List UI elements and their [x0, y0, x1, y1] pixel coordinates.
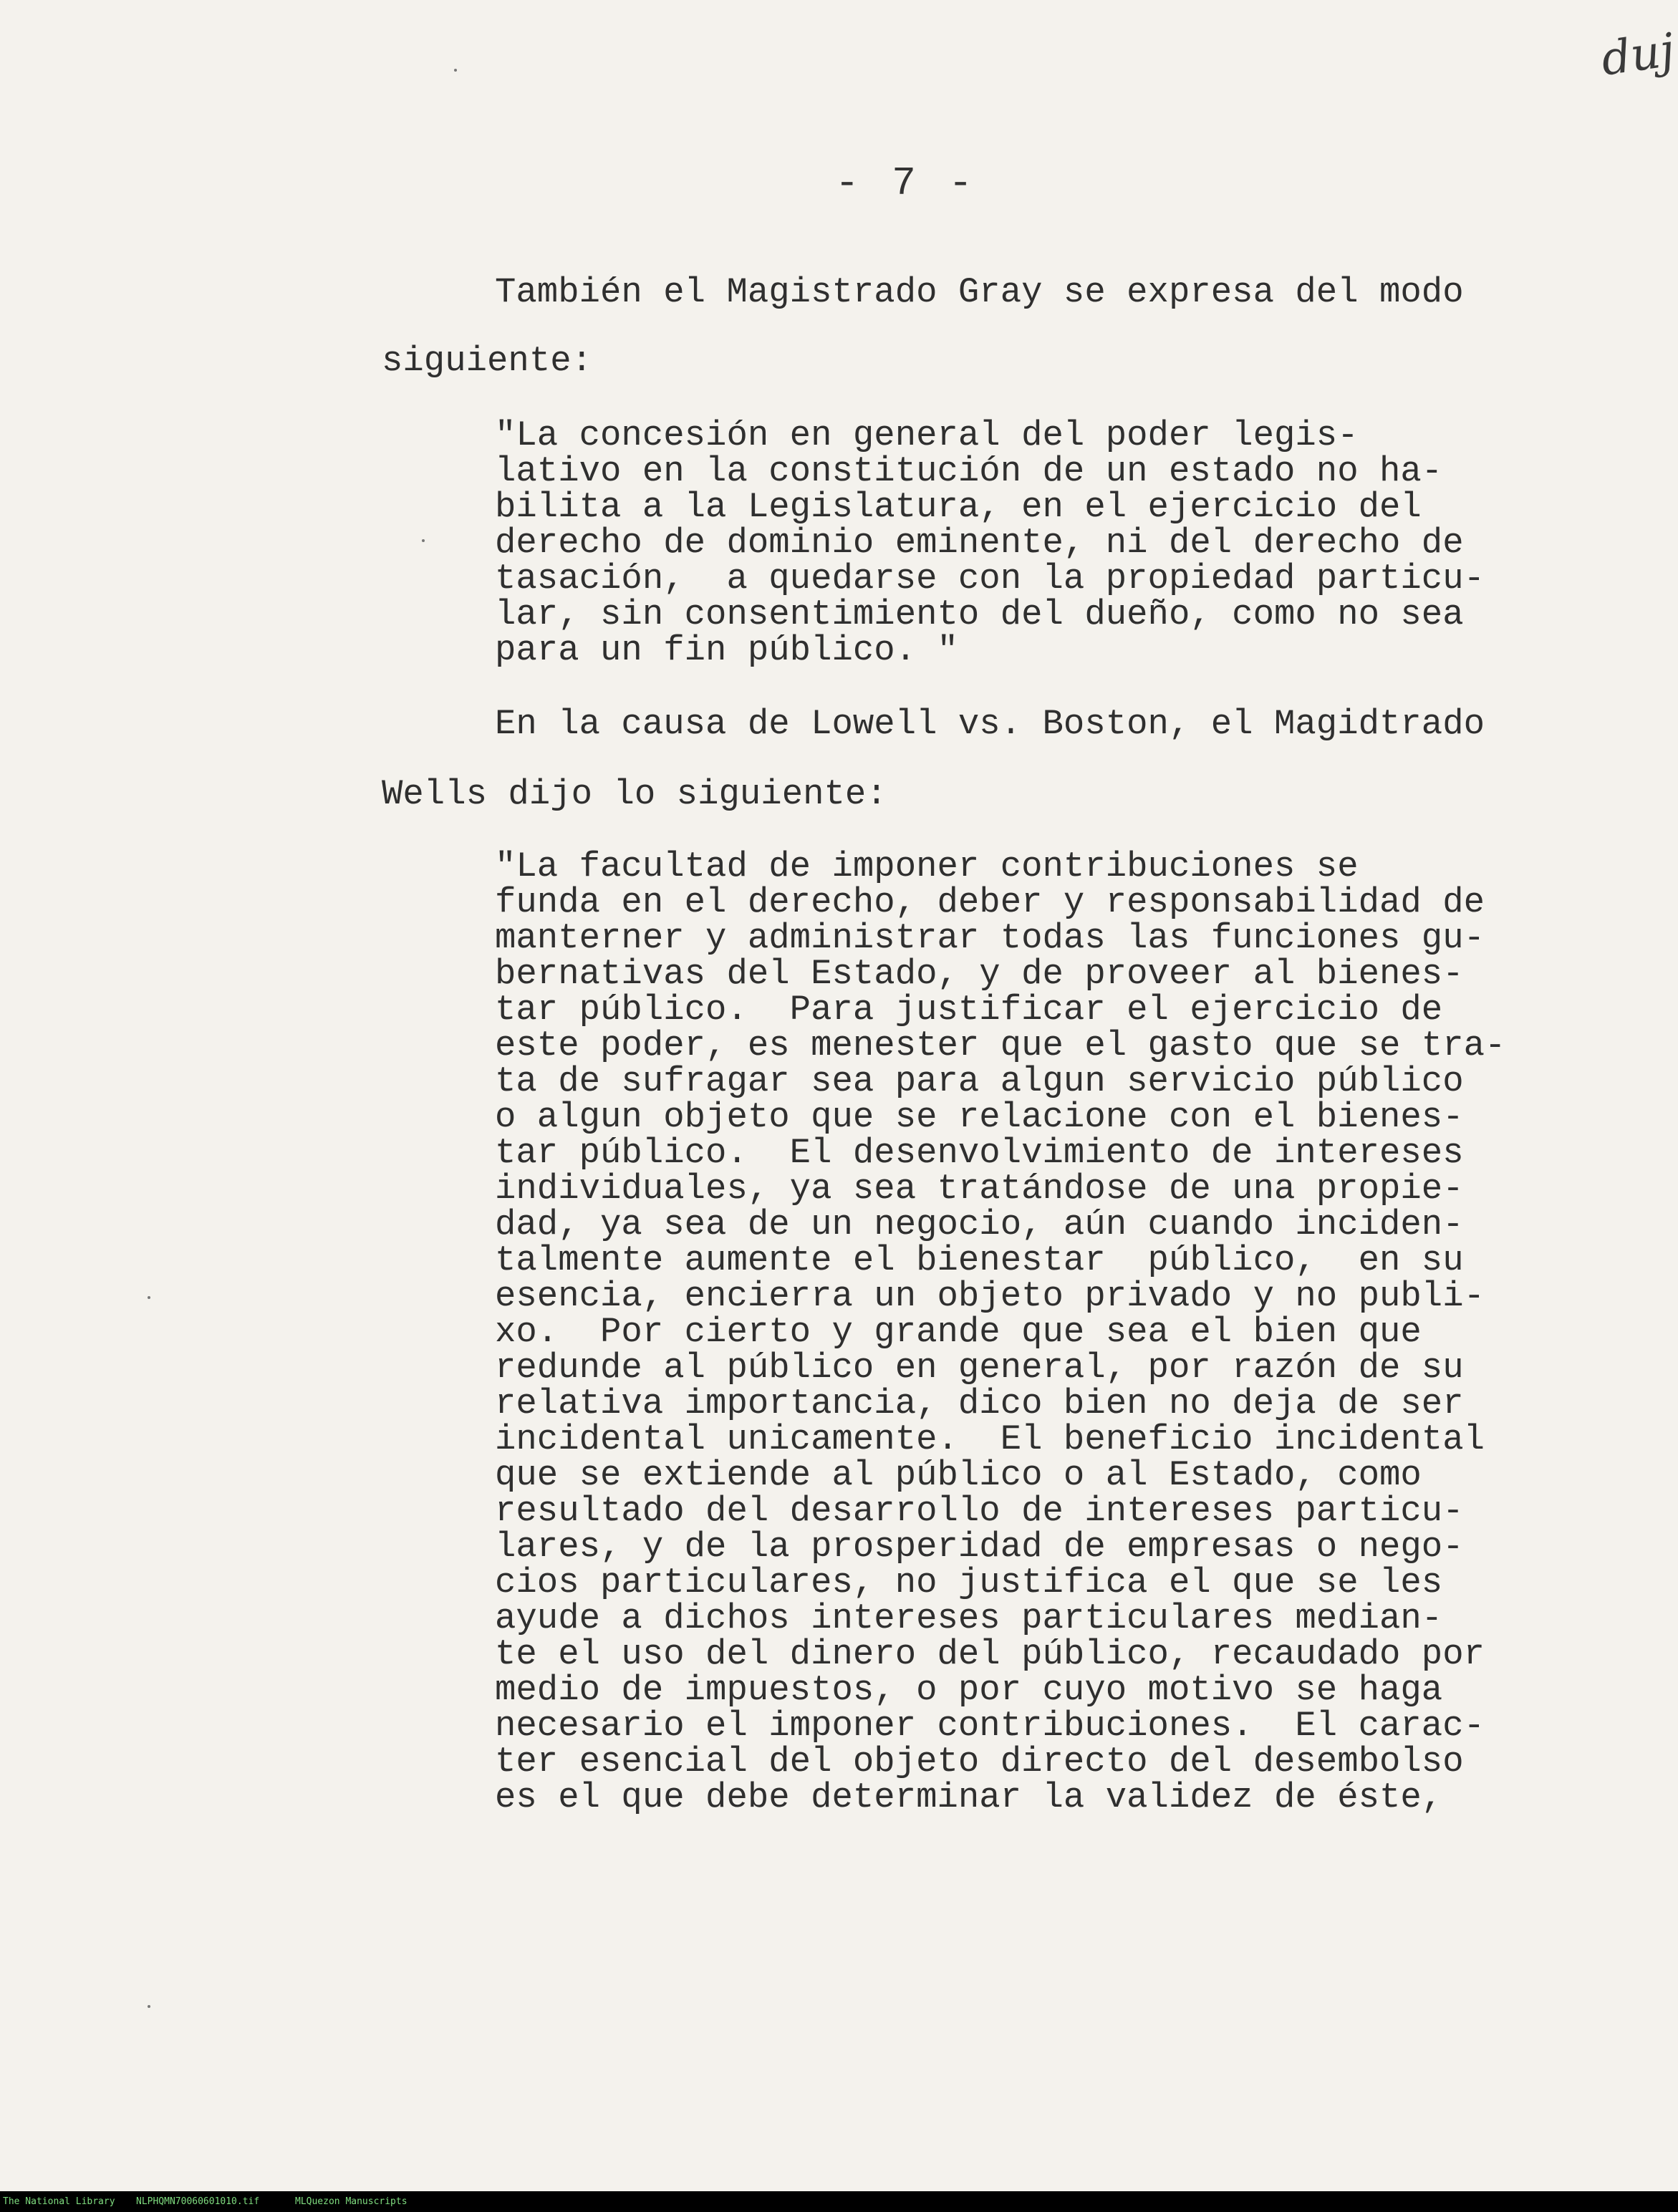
- paper-speck: [422, 539, 425, 542]
- quote-line: que se extiende al público o al Estado, como: [495, 1455, 1422, 1495]
- quote-line: xo. Por cierto y grande que sea el bien que: [495, 1312, 1422, 1352]
- quote-line: ter esencial del objeto directo del desembolso: [495, 1742, 1464, 1782]
- footer-library: The National Library: [3, 2196, 115, 2207]
- paragraph-line: También el Magistrado Gray se expresa del modo: [495, 272, 1464, 312]
- quote-line: incidental unicamente. El beneficio incidental: [495, 1419, 1485, 1459]
- quote-line: lar, sin consentimiento del dueño, como no sea: [495, 594, 1464, 634]
- page-number: - 7 -: [835, 160, 978, 206]
- handwritten-note: duj: [1598, 24, 1678, 87]
- quote-line: individuales, ya sea tratándose de una propie-: [495, 1169, 1464, 1209]
- quote-line: para un fin público. ": [495, 630, 958, 670]
- quote-line: manterner y administrar todas las funciones gu-: [495, 918, 1485, 958]
- footer-collection: MLQuezon Manuscripts: [295, 2196, 408, 2207]
- paper-speck: [148, 2005, 150, 2008]
- quote-line: tar público. Para justificar el ejercicio de: [495, 990, 1443, 1030]
- quote-line: redunde al público en general, por razón de su: [495, 1348, 1464, 1388]
- paper-speck: [148, 1296, 150, 1299]
- quote-line: "La facultad de imponer contribuciones se: [495, 846, 1359, 887]
- quote-line: medio de impuestos, o por cuyo motivo se haga: [495, 1670, 1443, 1710]
- quote-line: dad, ya sea de un negocio, aún cuando inciden-: [495, 1204, 1464, 1245]
- quote-line: derecho de dominio eminente, ni del derecho de: [495, 523, 1464, 563]
- quote-line: bernativas del Estado, y de proveer al bienes-: [495, 954, 1464, 994]
- quote-line: resultado del desarrollo de intereses particu-: [495, 1491, 1464, 1531]
- footer-file-id: NLPHQMN70060601010.tif: [136, 2196, 260, 2207]
- quote-line: ta de sufragar sea para algun servicio público: [495, 1061, 1464, 1101]
- quote-line: o algun objeto que se relacione con el bienes-: [495, 1097, 1464, 1137]
- quote-line: tasación, a quedarse con la propiedad particu-: [495, 559, 1485, 599]
- quote-line: relativa importancia, dico bien no deja de ser: [495, 1383, 1464, 1424]
- quote-line: "La concesión en general del poder legis-: [495, 415, 1359, 455]
- quote-line: es el que debe determinar la validez de éste,: [495, 1777, 1443, 1817]
- quote-line: esencia, encierra un objeto privado y no publi-: [495, 1276, 1485, 1316]
- archive-footer-bar: [0, 2191, 1678, 2212]
- quote-line: talmente aumente el bienestar público, en su: [495, 1240, 1464, 1280]
- paragraph-line: En la causa de Lowell vs. Boston, el Magidtrado: [495, 704, 1485, 744]
- quote-line: necesario el imponer contribuciones. El carac-: [495, 1706, 1485, 1746]
- quote-line: funda en el derecho, deber y responsabilidad de: [495, 882, 1485, 922]
- paragraph-line: Wells dijo lo siguiente:: [382, 774, 887, 814]
- quote-line: lares, y de la prosperidad de empresas o nego-: [495, 1527, 1464, 1567]
- quote-line: este poder, es menester que el gasto que se tra-: [495, 1025, 1506, 1066]
- paper-speck: [454, 69, 457, 72]
- quote-line: cios particulares, no justifica el que se les: [495, 1563, 1443, 1603]
- paragraph-line: siguiente:: [382, 341, 593, 381]
- quote-line: te el uso del dinero del público, recaudado por: [495, 1634, 1485, 1674]
- quote-line: lativo en la constitución de un estado no ha-: [495, 451, 1443, 491]
- quote-line: tar público. El desenvolvimiento de intereses: [495, 1133, 1464, 1173]
- quote-line: ayude a dichos intereses particulares median-: [495, 1598, 1443, 1638]
- quote-line: bilita a la Legislatura, en el ejercicio del: [495, 487, 1422, 527]
